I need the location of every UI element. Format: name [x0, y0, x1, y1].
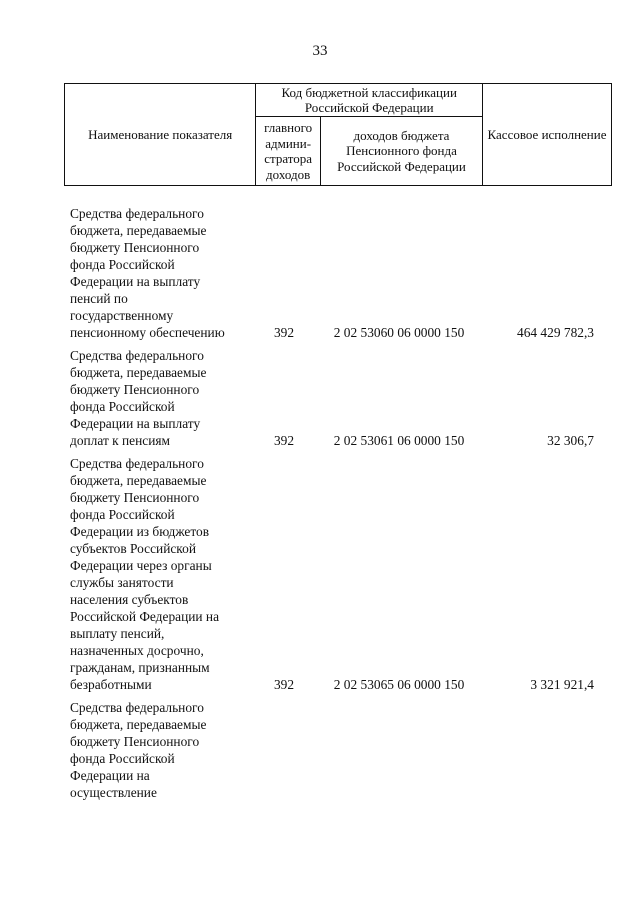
- column-header-indicator-name: Наименование показателя: [65, 84, 256, 186]
- row-name: Средства федерального бюджета, передаваемые бюджету Пенсионного фонда Российской Федерации из бюджетов субъектов Российской Федерации через органы службы занятости населения субъектов Российской Федерации на выплату пенсий, назначенных досрочно, гражданам, признанным безработными: [70, 456, 220, 692]
- row-income-code: 2 02 53065 06 0000 150: [333, 677, 465, 692]
- row-amount: 32 306,7: [547, 433, 594, 448]
- row-amount: 464 429 782,3: [517, 325, 594, 340]
- column-header-execution: Кассовое исполнение: [483, 84, 612, 186]
- row-income-code: 2 02 53061 06 0000 150: [333, 433, 465, 448]
- row-amount: 3 321 921,4: [530, 677, 594, 692]
- column-header-income: доходов бюджета Пенсионного фонда Российской Федерации: [320, 117, 482, 186]
- table-header: [64, 83, 612, 186]
- row-income-code: 2 02 53060 06 0000 150: [333, 325, 465, 340]
- table-row: [64, 455, 612, 693]
- table-body: [64, 205, 612, 807]
- row-name: Средства федерального бюджета, передаваемые бюджету Пенсионного фонда Российской Федерации на осуществление: [70, 700, 207, 800]
- page-number: 33: [312, 43, 328, 59]
- row-admin-code: 392: [273, 433, 295, 448]
- row-admin-code: 392: [273, 677, 295, 692]
- row-name: Средства федерального бюджета, передаваемые бюджету Пенсионного фонда Российской Федерации на выплату доплат к пенсиям: [70, 348, 207, 448]
- table-row: [64, 347, 612, 449]
- column-header-code-group: Код бюджетной классификации Российской Федерации: [256, 84, 483, 117]
- row-admin-code: 392: [273, 325, 295, 340]
- row-name: Средства федерального бюджета, передаваемые бюджету Пенсионного фонда Российской Федерации на выплату пенсий по государственному пенсионному обеспечению: [70, 206, 225, 340]
- column-header-admin: главного админи-стратора доходов: [256, 117, 321, 186]
- table-row: [64, 205, 612, 341]
- table-row: [64, 699, 612, 801]
